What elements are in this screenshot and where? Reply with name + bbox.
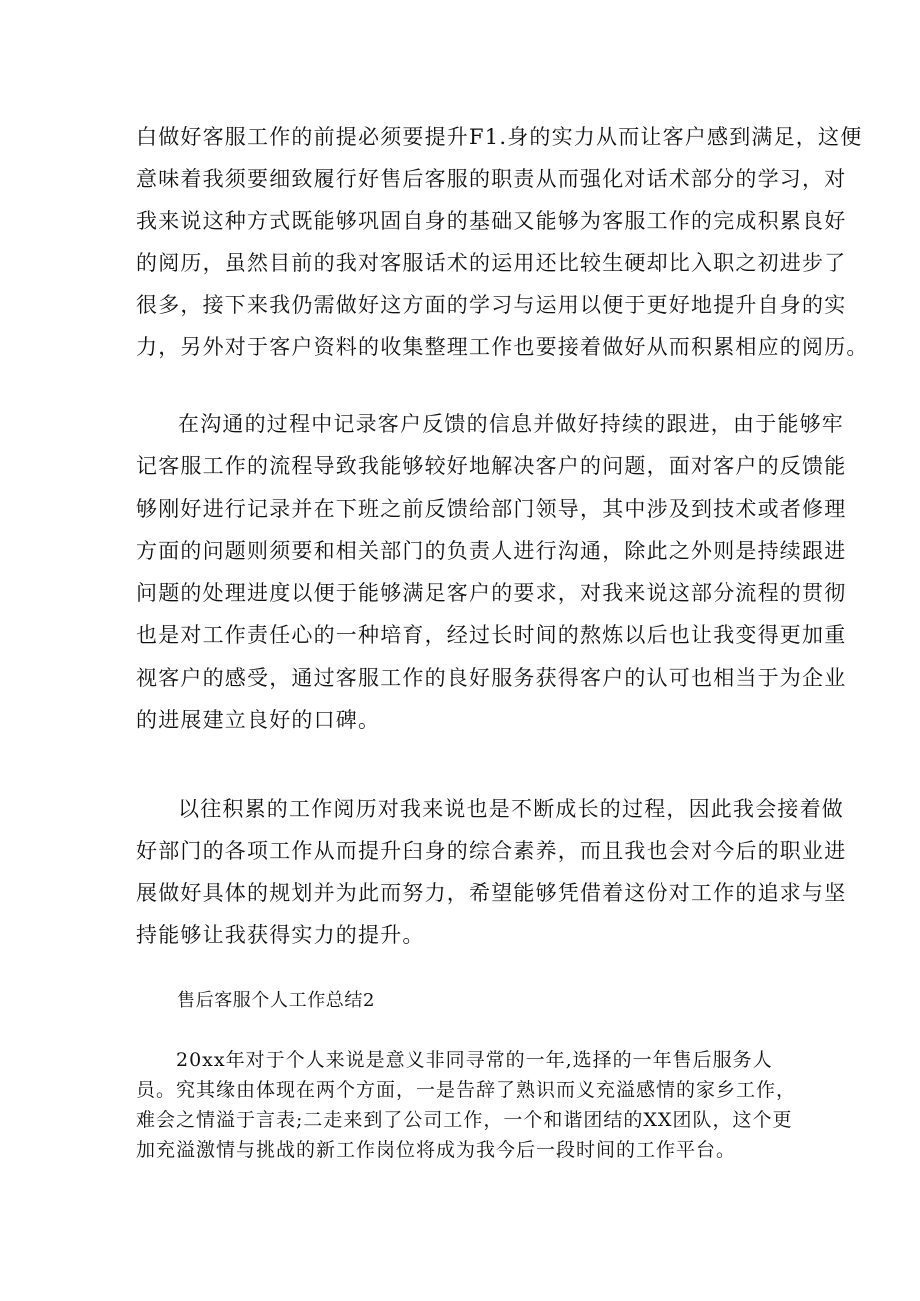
paragraph-line: 问题的处理进度以便于能够满足客户的要求，对我来说这部分流程的贯彻 <box>136 581 847 606</box>
paragraph-line: 白做好客服工作的前提必须要提升F1.身的实力从而让客户感到满足，这便 <box>136 125 863 149</box>
paragraph-4 <box>136 1045 796 1165</box>
paragraph-line: 以往积累的工作阅历对我来说也是不断成长的过程，因此我会接着做 <box>178 797 844 821</box>
paragraph-2 <box>136 403 847 741</box>
section-heading: 售后客服个人工作总结2 <box>177 990 376 1011</box>
paragraph-line: 记客服工作的流程导致我能够较好地解决客户的问题，面对客户的反馈能 <box>136 454 847 479</box>
paragraph-line: 视客户的感受，通过客服工作的良好服务获得客户的认可也相当于为企业 <box>136 665 847 690</box>
paragraph-line: 力，另外对于客户资料的收集整理工作也要接着做好从而积累相应的阅历。 <box>136 335 869 359</box>
paragraph-line: 的进展建立良好的口碑。 <box>136 708 381 733</box>
paragraph-line: 方面的问题则须要和相关部门的负责人进行沟通，除此之外则是持续跟进 <box>136 538 847 563</box>
paragraph-3 <box>136 788 847 956</box>
paragraph-line: 20xx年对于个人来说是意义非同寻常的一年,选择的一年售后服务人 <box>176 1049 773 1071</box>
paragraph-line: 我来说这种方式既能够巩固自身的基础又能够为客服工作的完成积累良好 <box>136 209 847 233</box>
paragraph-line: 持能够让我获得实力的提升。 <box>136 923 425 947</box>
paragraph-line: 难会之情溢于言表;二走来到了公司工作，一个和谐团结的XX团队，这个更 <box>136 1109 793 1131</box>
paragraph-line: 意味着我须要细致履行好售后客服的职责从而强化对话术部分的学习，对 <box>136 167 847 191</box>
paragraph-line: 好部门的各项工作从而提升臼身的综合素养，而且我也会对今后的职业进 <box>136 839 847 863</box>
paragraph-line: 员。究其缘由体现在两个方面，一是告辞了熟识而义充溢感情的家乡工作， <box>136 1079 797 1101</box>
paragraph-line: 的阅历，虽然目前的我对客服话术的运用还比较生硬却比入职之初进步了 <box>136 251 847 275</box>
paragraph-line: 展做好具体的规划并为此而努力，希望能够凭借着这份对工作的追求与坚 <box>136 881 847 905</box>
paragraph-line: 在沟通的过程中记录客户反馈的信息并做好持续的跟进，由于能够牢 <box>178 412 844 436</box>
paragraph-line: 够刚好进行记录并在下班之前反馈给部门领导，其中涉及到技术或者修理 <box>136 496 847 521</box>
paragraph-1 <box>136 116 869 368</box>
paragraph-line: 也是对工作责任心的一种培育，经过长时间的熬炼以后也让我变得更加重 <box>136 623 847 648</box>
paragraph-line: 加充溢激情与挑战的新工作岗位将成为我今后一段时间的工作平台。 <box>136 1139 737 1161</box>
paragraph-line: 很多，接下来我仍需做好这方面的学习与运用以便于更好地提升自身的实 <box>136 293 847 317</box>
